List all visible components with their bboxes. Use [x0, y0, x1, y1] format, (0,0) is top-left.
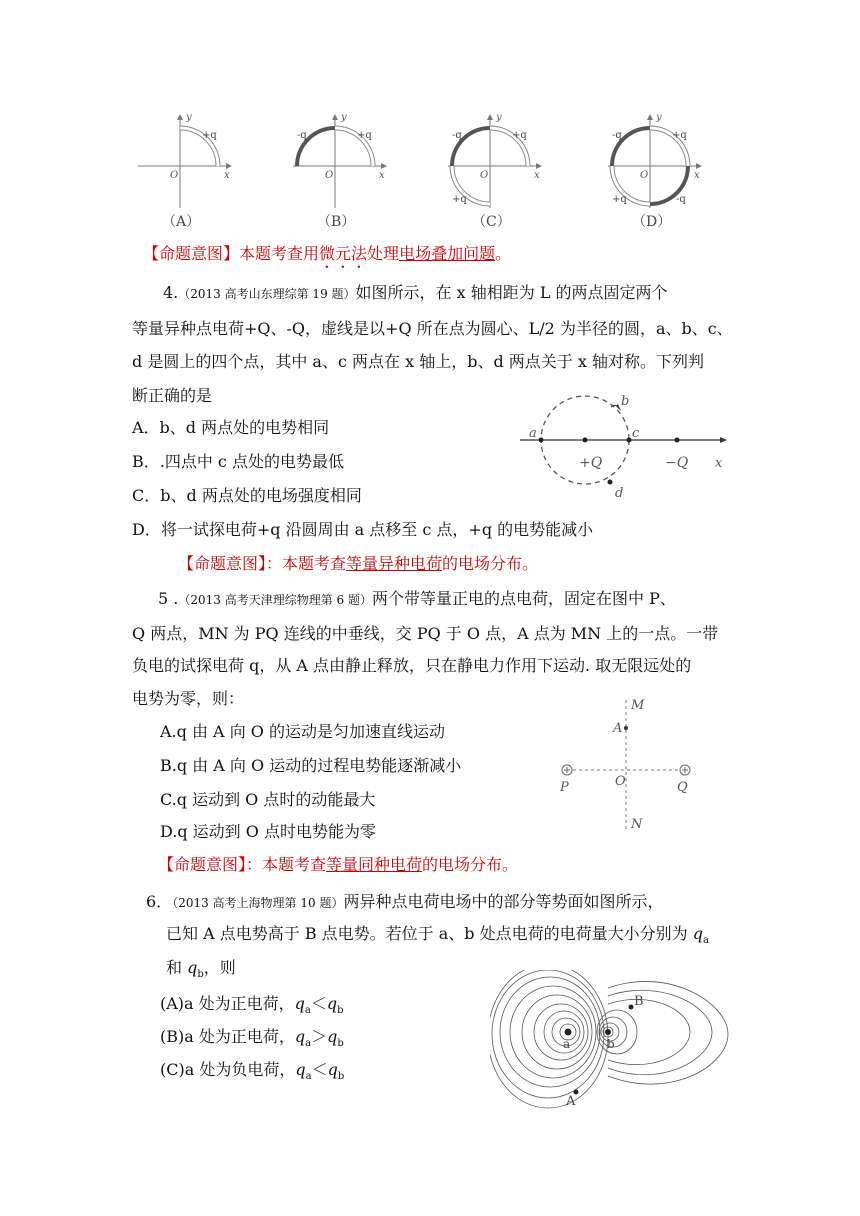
- point-b-label: b: [621, 395, 630, 409]
- charge-subscript: a: [304, 1005, 311, 1017]
- charge-label: -q: [676, 194, 686, 205]
- intent-text: 的电场分布。: [422, 855, 519, 874]
- origin-label: O: [480, 170, 489, 181]
- q4-line-3: d 是圆上的四个点，其中 a、c 两点在 x 轴上，b、d 两点关于 x 轴对称。下列判: [132, 352, 704, 371]
- point-m-label: M: [631, 698, 645, 713]
- q4-first-line: [163, 283, 668, 304]
- charge-subscript: a: [702, 935, 709, 947]
- point-A-label: A: [566, 1094, 576, 1109]
- figure-label: （D）: [632, 214, 672, 230]
- q5-line-3: 负电的试探电荷 q，从 A 点由静止释放，只在静电力作用下运动. 取无限远处的: [132, 656, 692, 675]
- axis-y-label: y: [341, 112, 347, 123]
- axis-y-label: y: [186, 112, 192, 123]
- point-q-label: Q: [677, 780, 688, 795]
- charge-subscript: b: [197, 969, 204, 981]
- origin-label: O: [325, 170, 334, 181]
- question-source: （2013 高考天津理综物理第 6 题）: [178, 593, 372, 607]
- relation-symbol: ＜: [311, 1060, 328, 1079]
- q4-option-c: C．b、d 两点处的电场强度相同: [132, 486, 362, 505]
- intent-text: ：本题考查: [246, 855, 327, 874]
- question-number: 6．: [146, 892, 173, 911]
- intent-emphasis: 微元法: [319, 244, 368, 263]
- charge-label: +q: [357, 130, 372, 141]
- point-a-label: A: [613, 721, 623, 736]
- charge-label: +q: [202, 130, 217, 141]
- charge-symbol: q: [187, 958, 198, 977]
- question-text: 两异种点电荷电场中的部分等势面如图所示，: [343, 892, 664, 911]
- intent-note-2: [178, 554, 538, 574]
- axis-x-label: x: [379, 170, 385, 181]
- q6-equipotential-figure: [490, 970, 730, 1115]
- intent-text: 本题考查用: [239, 244, 320, 263]
- figure-d: [608, 112, 702, 230]
- figure-label: （A）: [162, 214, 201, 230]
- question-text: 和: [166, 958, 188, 977]
- q5-figure: [555, 695, 705, 840]
- q6-line-2: [166, 924, 709, 951]
- q4-option-d: D．将一试探电荷+q 沿圆周由 a 点移至 c 点，+q 的电势能减小: [132, 520, 594, 539]
- figure-label: （B）: [317, 214, 356, 230]
- point-d-label: d: [615, 486, 624, 501]
- point-p-label: P: [560, 780, 569, 795]
- charge-label: -q: [297, 130, 307, 141]
- figure-row-abcd: [130, 108, 730, 233]
- origin-label: O: [170, 170, 179, 181]
- charge-symbol: q: [327, 1027, 338, 1046]
- charge-label: +q: [452, 194, 467, 205]
- intent-underline: 等量同种电荷: [326, 855, 423, 874]
- question-text: 已知 A 点电势高于 B 点电势。若位于 a、b 处点电荷的电荷量大小分别为: [166, 924, 693, 943]
- q4-line-4: 断正确的是: [132, 386, 213, 405]
- point-b-label: b: [607, 1037, 615, 1051]
- charge-label: +q: [612, 194, 627, 205]
- charge-symbol: q: [294, 1027, 306, 1046]
- intent-text: ：本题考查: [266, 554, 347, 573]
- relation-symbol: ＞: [311, 1027, 328, 1046]
- axis-x-label: x: [694, 170, 700, 181]
- q6-option-a: [160, 994, 344, 1021]
- charge-symbol: q: [327, 1060, 338, 1079]
- charge-symbol: q: [294, 994, 305, 1013]
- axis-y-label: y: [496, 112, 502, 123]
- option-text: (A)a 处为正电荷，: [160, 994, 295, 1013]
- question-source: （2013 高考山东理综第 19 题）: [178, 287, 356, 301]
- figure-a: [138, 112, 232, 230]
- question-text: ，则: [203, 958, 236, 977]
- intent-tag: 【命题意图】: [158, 855, 247, 874]
- figure-b: [293, 112, 387, 230]
- q5-option-b: B.q 由 A 向 O 运动的过程电势能逐渐减小: [160, 756, 462, 775]
- intent-tag: 【命题意图】: [143, 244, 240, 263]
- q6-first-line: [146, 892, 663, 913]
- intent-tag: 【命题意图】: [178, 554, 267, 573]
- charge-subscript: a: [305, 1071, 312, 1083]
- q5-option-c: C.q 运动到 O 点时的动能最大: [160, 790, 376, 809]
- q5-first-line: [158, 589, 676, 610]
- q5-option-d: D.q 运动到 O 点时电势能为零: [160, 822, 376, 841]
- charge-label: +q: [672, 130, 687, 141]
- question-number: 5 .: [158, 589, 179, 608]
- option-text: (C)a 处为负电荷，: [160, 1060, 296, 1079]
- charge-label: +q: [512, 130, 527, 141]
- charge-symbol: q: [692, 924, 703, 943]
- intent-note-1: [143, 244, 511, 272]
- positive-charge-label: +Q: [579, 455, 603, 471]
- q6-line-3: [166, 958, 236, 985]
- figure-label: （C）: [472, 214, 511, 230]
- charge-symbol: q: [326, 994, 338, 1013]
- question-source: （2013 高考上海物理第 10 题）: [172, 896, 344, 910]
- axis-x-label: x: [715, 456, 723, 471]
- q6-option-c: [160, 1060, 344, 1087]
- charge-symbol: q: [295, 1060, 306, 1079]
- intent-text: 的电场分布。: [442, 554, 539, 573]
- axis-x-label: x: [534, 170, 540, 181]
- relation-symbol: ＜: [310, 994, 327, 1013]
- q5-option-a: A.q 由 A 向 O 的运动是匀加速直线运动: [160, 722, 445, 741]
- charge-label: -q: [612, 130, 622, 141]
- axis-y-label: y: [656, 112, 662, 123]
- q5-line-2: Q 两点，MN 为 PQ 连线的中垂线，交 PQ 于 O 点，A 点为 MN 上的一点。一带: [132, 624, 719, 643]
- intent-underline: 电场叠加问题: [399, 244, 496, 263]
- question-text: 如图所示，在 x 轴相距为 L 的两点固定两个: [355, 283, 668, 302]
- charge-subscript: b: [337, 1038, 344, 1050]
- axis-x-label: x: [224, 170, 230, 181]
- point-c-label: c: [632, 426, 640, 441]
- q5-line-4: 电势为零，则：: [132, 689, 245, 708]
- intent-underline: 等量异种电荷: [346, 554, 443, 573]
- q4-option-a: A．b、d 两点处的电势相同: [132, 418, 330, 437]
- point-B-label: B: [634, 994, 644, 1009]
- point-n-label: N: [631, 817, 643, 832]
- charge-subscript: b: [337, 1005, 344, 1017]
- intent-text: 。: [495, 244, 512, 263]
- origin-label: O: [640, 170, 649, 181]
- intent-note-3: [158, 855, 518, 875]
- intent-text: 处理: [367, 244, 400, 263]
- option-text: (B)a 处为正电荷，: [160, 1027, 295, 1046]
- point-o-label: O: [615, 774, 626, 789]
- q6-option-b: [160, 1027, 344, 1054]
- q4-line-2: 等量异种点电荷+Q、-Q，虚线是以+Q 所在点为圆心、L/2 为半径的圆，a、b、c、: [132, 319, 733, 338]
- charge-label: -q: [452, 130, 462, 141]
- figure-c: [448, 112, 542, 230]
- question-text: 两个带等量正电的点电荷，固定在图中 P、: [371, 589, 676, 608]
- point-a-label: a: [529, 426, 537, 441]
- q4-figure-diagram: [515, 395, 740, 505]
- charge-subscript: a: [305, 1038, 312, 1050]
- question-number: 4.: [163, 283, 179, 302]
- q4-option-b: B．.四点中 c 点处的电势最低: [132, 452, 344, 471]
- point-a-label: a: [563, 1037, 571, 1051]
- negative-charge-label: −Q: [665, 455, 689, 471]
- charge-subscript: b: [337, 1071, 345, 1083]
